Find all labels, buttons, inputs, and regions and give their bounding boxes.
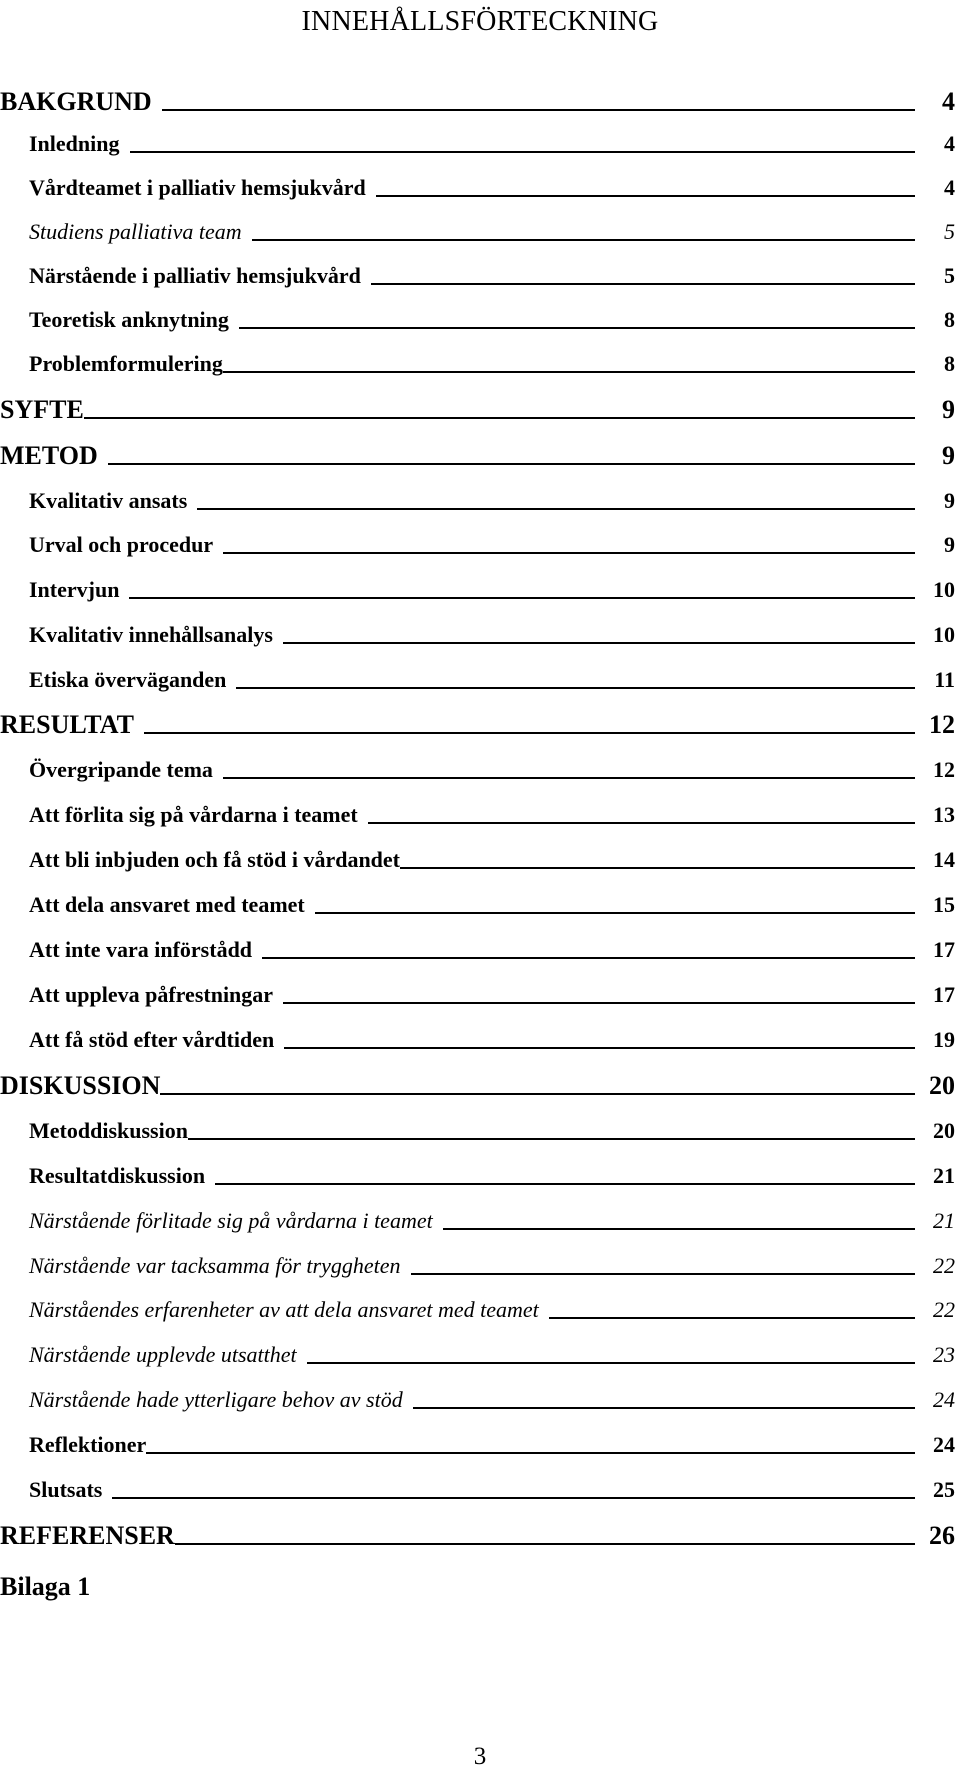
toc-entry-page: 5 <box>944 263 955 288</box>
toc-entry-label: Att förlita sig på vårdarna i teamet <box>29 802 358 827</box>
toc-entry-stod-efter[interactable] <box>29 1020 955 1054</box>
toc-entry-pafrestningar[interactable] <box>29 975 955 1009</box>
toc-entry-syfte[interactable] <box>0 390 955 424</box>
toc-entry-page: 8 <box>944 307 955 332</box>
toc-entry-inbjuden[interactable] <box>29 840 955 874</box>
toc-entry-label: Att få stöd efter vårdtiden <box>29 1027 275 1052</box>
toc-entry-page: 19 <box>933 1027 955 1052</box>
appendix-label: Bilaga 1 <box>0 1572 91 1601</box>
leader-line <box>283 1002 915 1004</box>
toc-entry-label: Resultatdiskussion <box>29 1163 206 1188</box>
leader-line <box>549 1317 915 1319</box>
leader-line <box>411 1273 916 1275</box>
toc-entry-label: Närståendes erfarenheter av att dela ansvaret med teamet <box>29 1297 539 1322</box>
toc-entry-page: 12 <box>929 710 955 739</box>
leader-line <box>160 1093 915 1095</box>
toc-entry-label: Att uppleva påfrestningar <box>29 982 274 1007</box>
toc-entry-utsatthet[interactable] <box>29 1335 955 1369</box>
toc-entry-page: 9 <box>942 441 955 470</box>
toc-entry-page: 15 <box>933 892 955 917</box>
toc-entry-page: 12 <box>933 757 955 782</box>
toc-entry-problemformulering[interactable] <box>29 344 955 378</box>
toc-entry-tacksamma[interactable] <box>29 1246 955 1280</box>
leader-line <box>262 957 915 959</box>
toc-entry-page: 4 <box>944 131 955 156</box>
toc-entry-page: 9 <box>944 532 955 557</box>
toc-entry-label: Problemformulering <box>29 351 223 376</box>
toc-entry-page: 20 <box>933 1118 955 1143</box>
leader-line <box>307 1362 915 1364</box>
leader-line <box>188 1138 915 1140</box>
toc-entry-etiska[interactable] <box>29 660 955 694</box>
toc-entry-overgripande[interactable] <box>29 750 955 784</box>
toc-entry-page: 21 <box>933 1163 955 1188</box>
toc-entry-page: 11 <box>934 667 955 692</box>
toc-entry-reflektioner[interactable] <box>29 1425 955 1459</box>
toc-entry-label: Övergripande tema <box>29 757 213 782</box>
toc-entry-page: 5 <box>944 219 955 244</box>
leader-line <box>376 195 915 197</box>
toc-entry-erfarenheter[interactable] <box>29 1290 955 1324</box>
toc-entry-page: 26 <box>929 1521 955 1550</box>
toc-entry-label: Inledning <box>29 131 120 156</box>
toc-entry-intervjun[interactable] <box>29 570 955 604</box>
toc-entry-page: 25 <box>933 1477 955 1502</box>
leader-line <box>130 151 916 153</box>
toc-entry-label: BAKGRUND <box>0 87 152 116</box>
toc-entry-label: Metoddiskussion <box>29 1118 188 1143</box>
leader-line <box>223 552 915 554</box>
leader-line <box>215 1183 915 1185</box>
leader-line <box>252 239 915 241</box>
toc-entry-label: Närstående förlitade sig på vårdarna i teamet <box>29 1208 433 1233</box>
toc-entry-page: 23 <box>933 1342 955 1367</box>
toc-entry-forlita[interactable] <box>29 795 955 829</box>
toc-entry-inledning[interactable] <box>29 124 955 158</box>
leader-line <box>400 867 915 869</box>
toc-entry-page: 24 <box>933 1387 955 1412</box>
toc-entry-resultat[interactable] <box>0 705 955 739</box>
leader-line <box>84 417 915 419</box>
leader-line <box>239 327 915 329</box>
toc-entry-narstaende-palliativ[interactable] <box>29 256 955 290</box>
page-number: 3 <box>473 1743 487 1770</box>
leader-line <box>144 732 915 734</box>
toc-entry-page: 24 <box>933 1432 955 1457</box>
leader-line <box>371 283 915 285</box>
toc-entry-referenser[interactable] <box>0 1516 955 1550</box>
leader-line <box>236 687 915 689</box>
toc-entry-page: 20 <box>929 1071 955 1100</box>
toc-entry-label: Reflektioner <box>29 1432 147 1457</box>
leader-line <box>146 1452 915 1454</box>
toc-entry-label: Intervjun <box>29 577 120 602</box>
toc-entry-page: 10 <box>933 622 955 647</box>
toc-entry-label: Att inte vara införstådd <box>29 937 253 962</box>
toc-entry-page: 21 <box>933 1208 955 1233</box>
toc-entry-page: 9 <box>944 488 955 513</box>
toc-entry-label: Kvalitativ innehållsanalys <box>29 622 273 647</box>
toc-entry-label: Närstående hade ytterligare behov av stöd <box>29 1387 403 1412</box>
toc-entry-page: 10 <box>933 577 955 602</box>
toc-entry-label: Närstående var tacksamma för tryggheten <box>29 1253 401 1278</box>
leader-line <box>108 463 915 465</box>
toc-entry-behov[interactable] <box>29 1380 955 1414</box>
leader-line <box>223 777 915 779</box>
leader-line <box>315 912 915 914</box>
toc-entry-page: 4 <box>944 175 955 200</box>
toc-entry-page: 8 <box>944 351 955 376</box>
toc-entry-page: 4 <box>942 87 955 116</box>
leader-line <box>129 597 915 599</box>
leader-line <box>223 371 915 373</box>
toc-entry-slutsats[interactable] <box>29 1470 955 1504</box>
toc-entry-label: Kvalitativ ansats <box>29 488 188 513</box>
toc-entry-resultatdiskussion[interactable] <box>29 1156 955 1190</box>
toc-entry-dela-ansvaret[interactable] <box>29 885 955 919</box>
toc-entry-label: Teoretisk anknytning <box>29 307 229 332</box>
toc-entry-page: 22 <box>933 1253 955 1278</box>
toc-entry-label: METOD <box>0 441 98 470</box>
toc-entry-forlitade[interactable] <box>29 1201 955 1235</box>
toc-entry-label: Närstående i palliativ hemsjukvård <box>29 263 361 288</box>
toc-entry-bakgrund[interactable] <box>0 82 955 116</box>
leader-line <box>197 508 915 510</box>
toc-entry-urval[interactable] <box>29 525 955 559</box>
toc-entry-label: Närstående upplevde utsatthet <box>29 1342 297 1367</box>
leader-line <box>368 822 915 824</box>
toc-entry-page: 9 <box>942 395 955 424</box>
toc-entry-label: RESULTAT <box>0 710 134 739</box>
toc-entry-page: 22 <box>933 1297 955 1322</box>
toc-entry-page: 17 <box>933 937 955 962</box>
toc-entry-label: DISKUSSION <box>0 1071 161 1100</box>
leader-line <box>112 1497 915 1499</box>
toc-entry-label: Att dela ansvaret med teamet <box>29 892 305 917</box>
toc-entry-innehallsanalys[interactable] <box>29 615 955 649</box>
toc-entry-kvalitativ-ansats[interactable] <box>29 481 955 515</box>
leader-line <box>283 642 915 644</box>
toc-entry-label: REFERENSER <box>0 1521 175 1550</box>
toc-entry-page: 17 <box>933 982 955 1007</box>
leader-line <box>162 109 915 111</box>
toc-entry-label: Att bli inbjuden och få stöd i vårdandet <box>29 847 401 872</box>
leader-line <box>413 1407 915 1409</box>
leader-line <box>175 1543 915 1545</box>
toc-entry-vardteamet[interactable] <box>29 168 955 202</box>
toc-entry-diskussion[interactable] <box>0 1066 955 1100</box>
toc-entry-page: 14 <box>933 847 955 872</box>
toc-entry-label: Slutsats <box>29 1477 103 1502</box>
toc-entry-metod[interactable] <box>0 436 955 470</box>
toc-entry-inte-inforstadd[interactable] <box>29 930 955 964</box>
leader-line <box>443 1228 915 1230</box>
toc-entry-label: Urval och procedur <box>29 532 214 557</box>
toc-entry-label: Studiens palliativa team <box>29 219 242 244</box>
toc-entry-label: SYFTE <box>0 395 84 424</box>
leader-line <box>284 1047 915 1049</box>
toc-entry-metoddiskussion[interactable] <box>29 1111 955 1145</box>
page-title: INNEHÅLLSFÖRTECKNING <box>301 6 659 37</box>
toc-entry-teoretisk[interactable] <box>29 300 955 334</box>
toc-entry-label: Etiska överväganden <box>29 667 227 692</box>
toc-entry-page: 13 <box>933 802 955 827</box>
toc-entry-studiens-team[interactable] <box>29 212 955 246</box>
toc-entry-label: Vårdteamet i palliativ hemsjukvård <box>29 175 366 200</box>
